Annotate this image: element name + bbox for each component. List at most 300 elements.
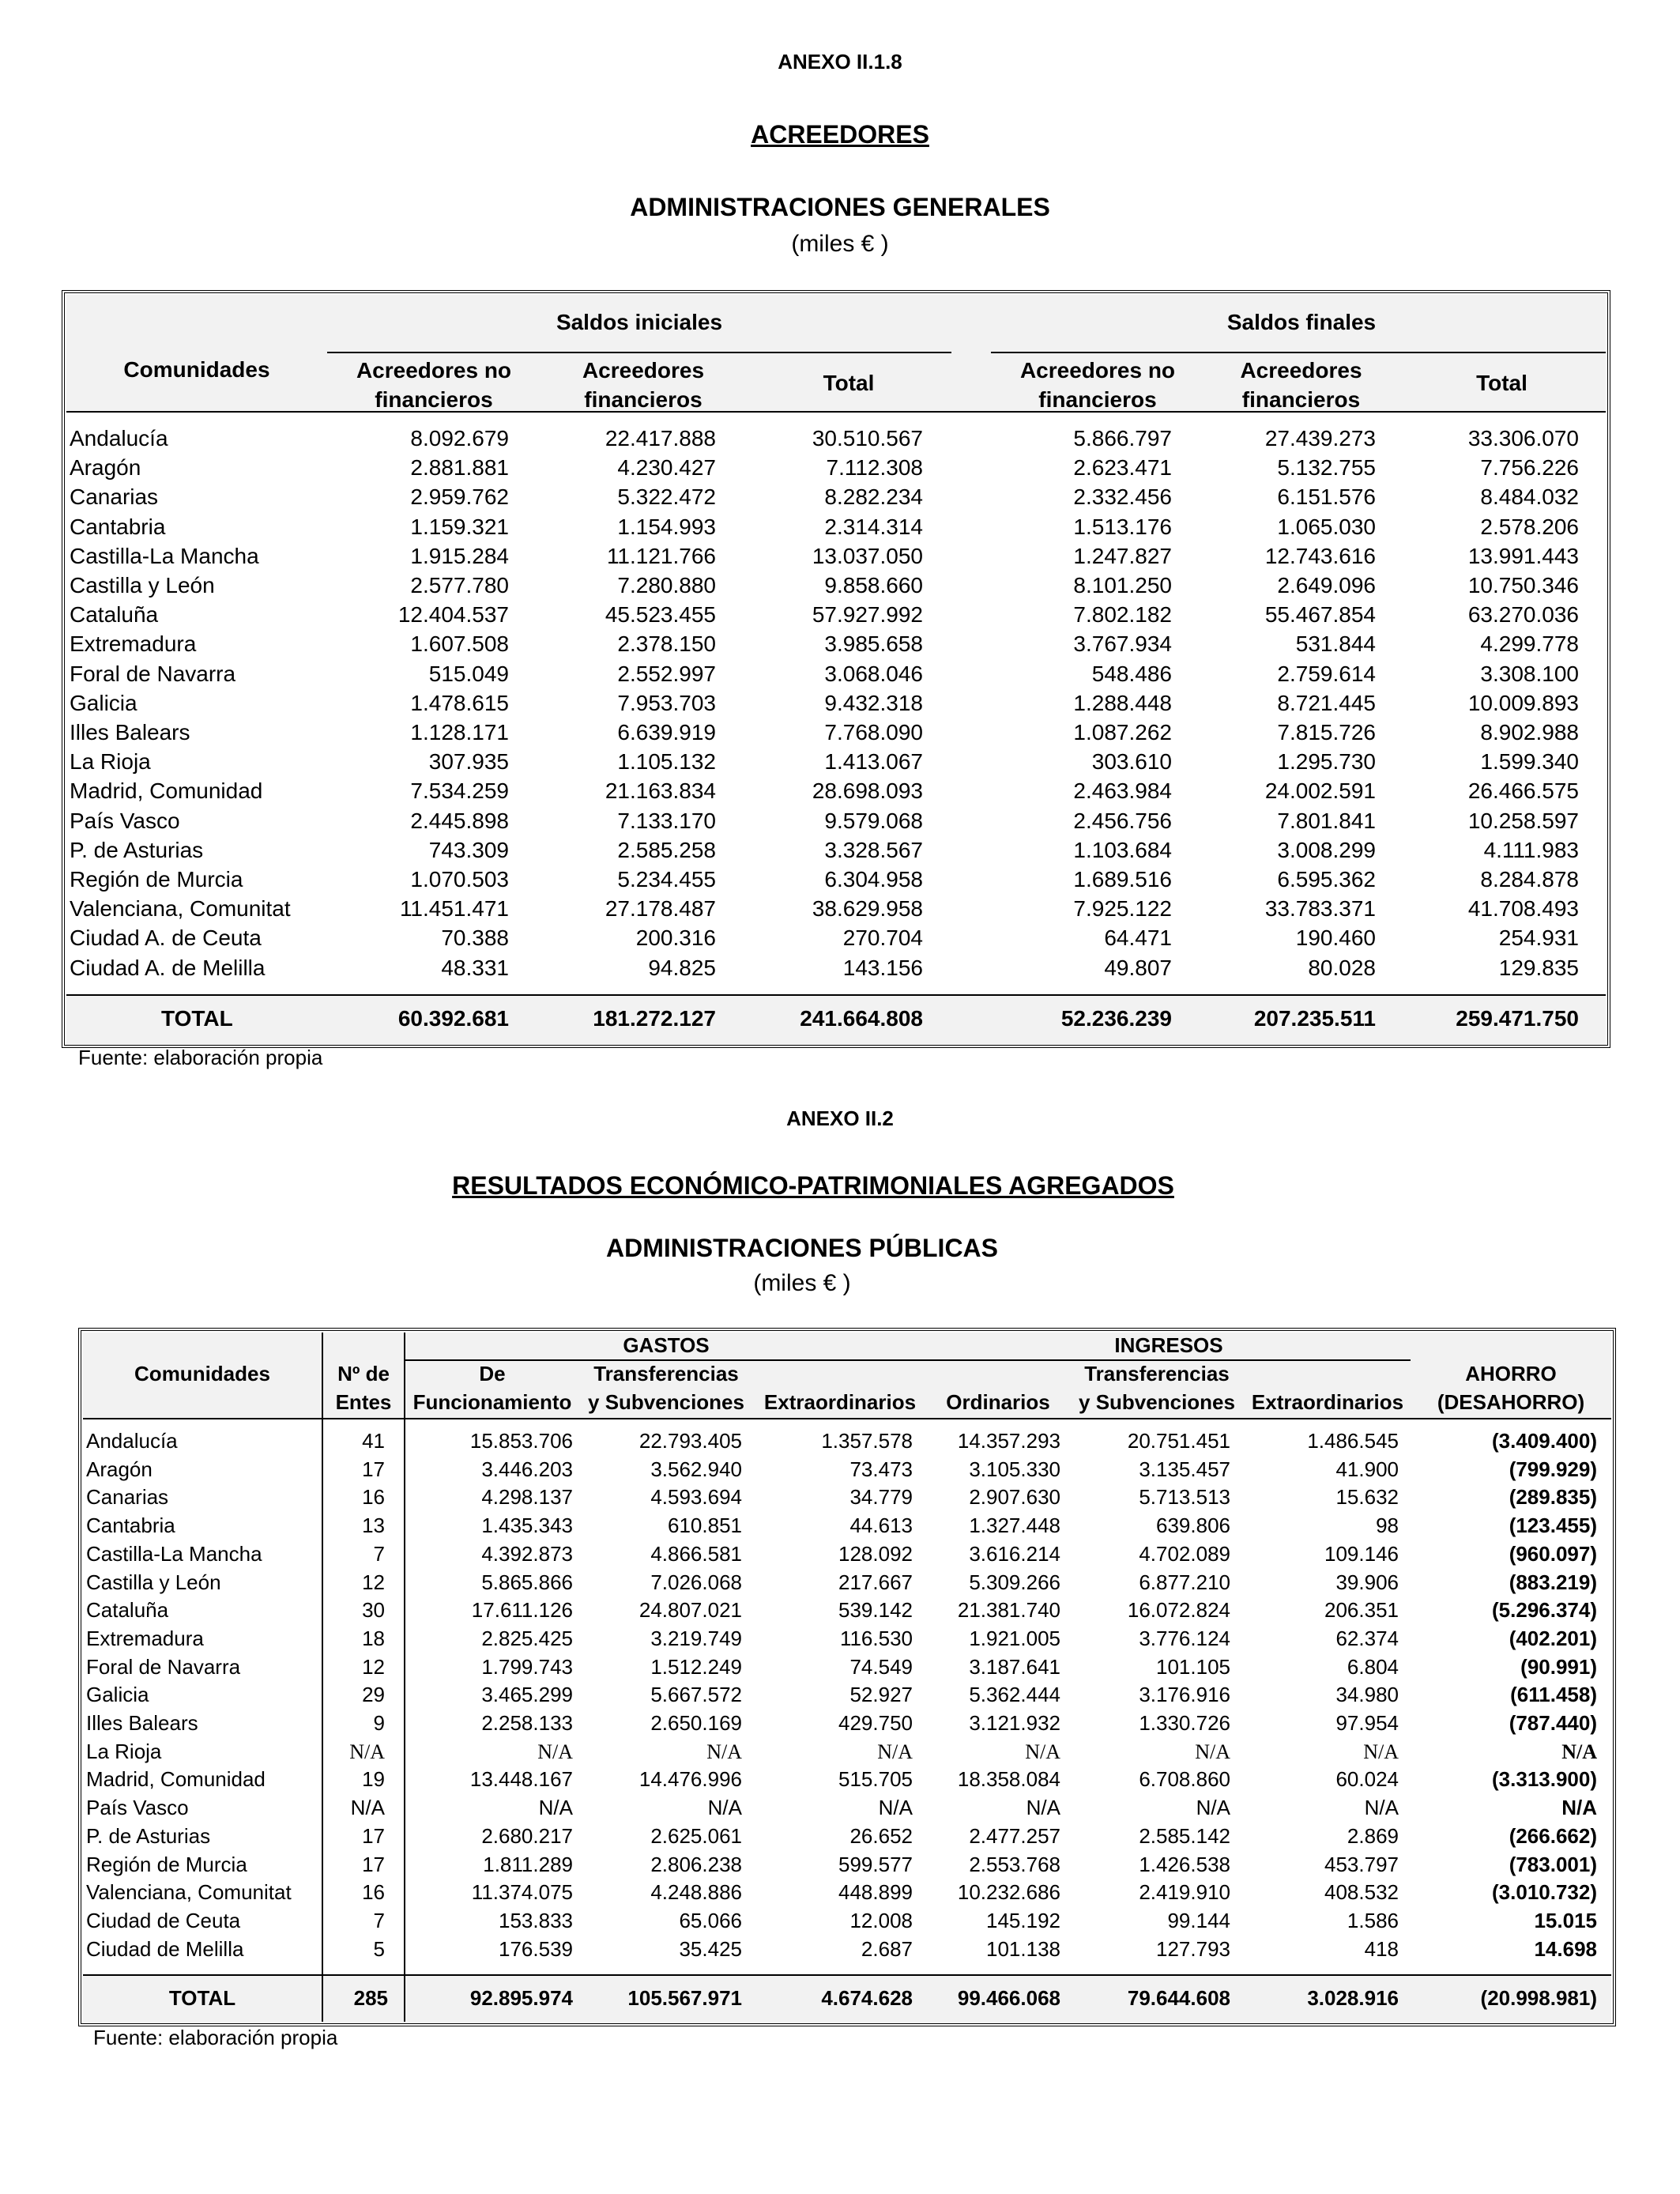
table-row <box>66 835 1579 865</box>
value-cell: 1.599.340 <box>1480 749 1579 775</box>
value-cell: 3.562.940 <box>650 1457 742 1481</box>
table-row <box>83 1540 1597 1569</box>
header-transferencias-gastos <box>579 1359 753 1416</box>
region-name: P. de Asturias <box>70 837 204 862</box>
header-line: Transferencias <box>1084 1362 1230 1385</box>
value-cell: 6.595.362 <box>1277 867 1376 892</box>
total-cell: 52.236.239 <box>1060 1006 1172 1031</box>
value-cell: 2.477.257 <box>969 1823 1060 1848</box>
header-ahorro <box>1411 1359 1611 1416</box>
value-cell: 2.687 <box>861 1936 913 1961</box>
value-cell: 1.689.516 <box>1073 867 1172 892</box>
header-line: Acreedores no <box>1019 358 1176 383</box>
region-name: Extremadura <box>86 1626 204 1650</box>
value-cell: 2.378.150 <box>617 631 716 657</box>
region-name: Canarias <box>70 484 159 510</box>
header-gastos: GASTOS <box>623 1333 710 1357</box>
value-cell: 3.121.932 <box>969 1711 1060 1736</box>
value-cell: N/A <box>1196 1796 1230 1820</box>
value-cell: 127.793 <box>1156 1936 1230 1961</box>
value-cell: 2.759.614 <box>1277 661 1376 686</box>
region-name: La Rioja <box>86 1739 162 1763</box>
table-row <box>66 600 1579 629</box>
value-cell: 1.330.726 <box>1139 1711 1230 1736</box>
value-cell: 55.467.854 <box>1264 602 1376 628</box>
value-cell: 49.807 <box>1104 955 1172 980</box>
value-cell: 34.980 <box>1335 1683 1399 1707</box>
total-cell: 259.471.750 <box>1456 1006 1579 1031</box>
header-line: financieros <box>1038 387 1157 412</box>
value-cell: 8.484.032 <box>1480 484 1579 510</box>
header-ingresos: INGRESOS <box>1114 1333 1223 1357</box>
value-cell: 8.284.878 <box>1480 867 1579 892</box>
header-line: y Subvenciones <box>1079 1390 1235 1414</box>
value-cell: 1.413.067 <box>824 749 923 775</box>
value-cell: 94.825 <box>648 955 716 980</box>
value-cell: N/A <box>878 1796 913 1820</box>
total-cell: 4.674.628 <box>821 1986 913 2010</box>
value-cell: 74.549 <box>849 1654 913 1679</box>
value-cell: 7.953.703 <box>617 690 716 715</box>
value-cell: 7.534.259 <box>410 778 509 804</box>
value-cell: 20.751.451 <box>1127 1429 1230 1453</box>
value-cell: 7.280.880 <box>617 573 716 598</box>
entes-cell: 7 <box>373 1541 385 1566</box>
value-cell: 206.351 <box>1324 1598 1399 1623</box>
value-cell: 3.105.330 <box>969 1457 1060 1481</box>
total-label: TOTAL <box>168 1986 236 2010</box>
value-cell: 45.523.455 <box>605 602 716 628</box>
value-cell: 11.374.075 <box>471 1880 573 1905</box>
total-cell: 241.664.808 <box>800 1006 923 1031</box>
total-label: TOTAL <box>161 1006 233 1031</box>
header-line: Acreedores <box>582 358 705 383</box>
ahorro-cell: (3.409.400) <box>1492 1429 1597 1453</box>
value-cell: 145.192 <box>986 1908 1060 1932</box>
table-row <box>83 1569 1597 1597</box>
value-cell: 599.577 <box>838 1852 913 1876</box>
table-row <box>66 659 1579 688</box>
value-cell: 5.667.572 <box>650 1683 742 1707</box>
value-cell: 143.156 <box>842 955 923 980</box>
section-subtitle-2: ADMINISTRACIONES PÚBLICAS <box>605 1234 998 1262</box>
table-row <box>83 1483 1597 1512</box>
value-cell: 307.935 <box>428 749 509 775</box>
value-cell: 4.111.983 <box>1483 837 1579 862</box>
value-cell: 3.767.934 <box>1073 631 1172 657</box>
region-name: Castilla-La Mancha <box>70 543 259 568</box>
value-cell: 27.178.487 <box>605 896 716 922</box>
value-cell: 5.234.455 <box>617 867 716 892</box>
table-row <box>66 541 1579 571</box>
table-row <box>83 1625 1597 1653</box>
region-name: Illes Balears <box>70 720 190 745</box>
ahorro-cell: (289.835) <box>1509 1485 1597 1510</box>
value-cell: 610.851 <box>668 1514 742 1538</box>
value-cell: 128.092 <box>838 1541 913 1566</box>
value-cell: 6.804 <box>1347 1654 1399 1679</box>
value-cell: 5.866.797 <box>1073 426 1172 450</box>
region-name: Andalucía <box>86 1429 178 1453</box>
header-rule-iniciales <box>327 352 951 353</box>
header-saldos-finales: Saldos finales <box>1226 310 1377 334</box>
header-line: Acreedores no <box>356 358 512 383</box>
value-cell: N/A <box>707 1796 742 1820</box>
table-row <box>83 1907 1597 1936</box>
value-cell: 429.750 <box>838 1711 913 1736</box>
value-cell: 65.066 <box>679 1908 742 1932</box>
region-name: Andalucía <box>70 426 168 450</box>
value-cell: 57.927.992 <box>812 602 923 628</box>
region-name: Illes Balears <box>86 1711 198 1736</box>
header-extraordinarios-ingresos: Extraordinarios <box>1251 1390 1404 1414</box>
value-cell: 2.825.425 <box>481 1626 573 1650</box>
value-cell: 11.451.471 <box>399 896 509 922</box>
value-cell: 1.070.503 <box>410 867 509 892</box>
total-cell: 99.466.068 <box>957 1986 1060 2010</box>
table-row <box>66 629 1579 658</box>
entes-cell: 17 <box>362 1823 385 1848</box>
table-row <box>83 1936 1597 1964</box>
value-cell: 1.921.005 <box>969 1626 1060 1650</box>
table-row <box>83 1596 1597 1625</box>
results-table-body <box>83 1427 1597 1963</box>
header-line: Entes <box>335 1390 392 1414</box>
ahorro-cell: (3.010.732) <box>1492 1880 1597 1905</box>
table-row <box>83 1456 1597 1484</box>
ahorro-cell: (5.296.374) <box>1492 1598 1597 1623</box>
header-entes <box>323 1359 404 1416</box>
region-name: Madrid, Comunidad <box>86 1767 266 1792</box>
value-cell: 12.404.537 <box>397 602 509 628</box>
value-cell: 2.585.258 <box>617 837 716 862</box>
table-row <box>83 1766 1597 1794</box>
value-cell: 5.322.472 <box>617 484 716 510</box>
value-cell: 24.807.021 <box>638 1598 742 1623</box>
value-cell: 3.985.658 <box>824 631 923 657</box>
value-cell: 7.802.182 <box>1073 602 1172 628</box>
value-cell: N/A <box>877 1740 913 1763</box>
value-cell: 176.539 <box>499 1936 573 1961</box>
entes-cell: 9 <box>373 1711 385 1736</box>
value-cell: 639.806 <box>1156 1514 1230 1538</box>
source-note-2: Fuente: elaboración propia <box>93 2026 338 2049</box>
entes-cell: 30 <box>362 1598 385 1623</box>
ahorro-cell: (266.662) <box>1509 1823 1597 1848</box>
value-cell: 4.230.427 <box>617 455 716 481</box>
value-cell: 8.282.234 <box>824 484 923 510</box>
value-cell: 18.358.084 <box>957 1767 1060 1792</box>
value-cell: 8.101.250 <box>1073 573 1172 598</box>
value-cell: 1.357.578 <box>821 1429 913 1453</box>
total-cell: 207.235.511 <box>1253 1006 1376 1031</box>
value-cell: 4.248.886 <box>650 1880 742 1905</box>
region-name: País Vasco <box>86 1796 189 1820</box>
ahorro-cell: (883.219) <box>1509 1570 1597 1594</box>
value-cell: 33.783.371 <box>1264 896 1376 922</box>
region-name: Valenciana, Comunitat <box>86 1880 292 1905</box>
table-row <box>66 512 1579 541</box>
header-line: Funcionamiento <box>412 1390 572 1414</box>
header-fin-no-financieros <box>991 356 1204 414</box>
value-cell: 13.037.050 <box>812 543 923 568</box>
value-cell: 2.419.910 <box>1139 1880 1230 1905</box>
entes-cell: N/A <box>350 1796 385 1820</box>
value-cell: 2.445.898 <box>410 808 509 833</box>
value-cell: 21.163.834 <box>605 778 716 804</box>
value-cell: 64.471 <box>1104 925 1172 951</box>
header-line: financieros <box>584 387 703 412</box>
value-cell: 8.092.679 <box>410 426 509 450</box>
value-cell: 1.811.289 <box>483 1852 573 1876</box>
value-cell: 3.187.641 <box>969 1654 1060 1679</box>
table-row <box>83 1427 1597 1456</box>
value-cell: 14.357.293 <box>957 1429 1060 1453</box>
value-cell: 190.460 <box>1295 925 1376 951</box>
value-cell: 1.799.743 <box>481 1654 573 1679</box>
value-cell: 26.466.575 <box>1467 778 1579 804</box>
value-cell: 2.577.780 <box>410 573 509 598</box>
value-cell: 28.698.093 <box>812 778 923 804</box>
value-cell: 129.835 <box>1498 955 1579 980</box>
value-cell: 80.028 <box>1308 955 1376 980</box>
value-cell: 33.306.070 <box>1467 426 1579 450</box>
value-cell: 3.068.046 <box>824 661 923 686</box>
unit-label-2: (miles € ) <box>753 1270 851 1296</box>
source-note-1: Fuente: elaboración propia <box>78 1046 323 1069</box>
entes-cell: 18 <box>362 1626 385 1650</box>
value-cell: 1.159.321 <box>410 514 509 539</box>
ahorro-cell: (3.313.900) <box>1492 1767 1597 1792</box>
header-transferencias-ingresos <box>1069 1359 1245 1416</box>
value-cell: 1.478.615 <box>410 690 509 715</box>
value-cell: 60.024 <box>1335 1767 1399 1792</box>
value-cell: 5.713.513 <box>1139 1485 1230 1510</box>
header-ini-financieros <box>541 356 746 414</box>
value-cell: 6.304.958 <box>824 867 923 892</box>
value-cell: 26.652 <box>849 1823 913 1848</box>
header-extraordinarios-gastos: Extraordinarios <box>763 1390 917 1414</box>
value-cell: 44.613 <box>849 1514 913 1538</box>
table-row <box>66 776 1579 805</box>
value-cell: 1.154.993 <box>617 514 716 539</box>
ahorro-cell: 14.698 <box>1534 1936 1597 1961</box>
value-cell: 2.463.984 <box>1073 778 1172 804</box>
value-cell: 7.756.226 <box>1480 455 1579 481</box>
region-name: Foral de Navarra <box>86 1654 241 1679</box>
table-row <box>83 1794 1597 1823</box>
ahorro-cell: N/A <box>1561 1740 1597 1763</box>
value-cell: 41.900 <box>1335 1457 1399 1481</box>
value-cell: 4.593.694 <box>650 1485 742 1510</box>
value-cell: 6.877.210 <box>1139 1570 1230 1594</box>
value-cell: 5.309.266 <box>969 1570 1060 1594</box>
value-cell: 1.512.249 <box>650 1654 742 1679</box>
value-cell: 1.586 <box>1347 1908 1399 1932</box>
value-cell: 98 <box>1376 1514 1399 1538</box>
header-fin-financieros <box>1204 356 1398 414</box>
total-cell: 92.895.974 <box>469 1986 573 2010</box>
value-cell: N/A <box>1364 1796 1399 1820</box>
header-fin-total: Total <box>1476 371 1527 395</box>
value-cell: 73.473 <box>849 1457 913 1481</box>
header-line: Acreedores <box>1240 358 1362 383</box>
value-cell: 2.314.314 <box>824 514 923 539</box>
header-line: financieros <box>1241 387 1361 412</box>
value-cell: 22.793.405 <box>638 1429 742 1453</box>
value-cell: 7.133.170 <box>617 808 716 833</box>
value-cell: 2.881.881 <box>410 455 509 481</box>
region-name: Ciudad A. de Ceuta <box>70 925 262 951</box>
value-cell: 2.578.206 <box>1480 514 1579 539</box>
value-cell: 153.833 <box>499 1908 573 1932</box>
total-cell: (20.998.981) <box>1480 1986 1597 2010</box>
value-cell: 63.270.036 <box>1467 602 1579 628</box>
value-cell: 4.299.778 <box>1480 631 1579 657</box>
value-cell: N/A <box>1026 1796 1060 1820</box>
value-cell: 101.138 <box>986 1936 1060 1961</box>
value-cell: 22.417.888 <box>605 426 716 450</box>
region-name: Cataluña <box>86 1598 169 1623</box>
value-cell: 2.585.142 <box>1139 1823 1230 1848</box>
value-cell: 5.132.755 <box>1277 455 1376 481</box>
header-rule-finales <box>991 352 1606 353</box>
value-cell: 1.435.343 <box>481 1514 573 1538</box>
value-cell: 10.232.686 <box>957 1880 1060 1905</box>
value-cell: 2.258.133 <box>481 1711 573 1736</box>
region-name: Ciudad A. de Melilla <box>70 955 266 980</box>
table-row <box>66 953 1579 982</box>
value-cell: 1.103.684 <box>1073 837 1172 862</box>
results-rows <box>83 1427 1597 1963</box>
value-cell: 743.309 <box>428 837 509 862</box>
value-cell: 12.743.616 <box>1264 543 1376 568</box>
header-line: De <box>479 1362 506 1385</box>
value-cell: 17.611.126 <box>471 1598 573 1623</box>
entes-cell: 16 <box>362 1880 385 1905</box>
value-cell: N/A <box>537 1740 573 1763</box>
table-row <box>66 718 1579 747</box>
annex-label-2: ANEXO II.2 <box>786 1106 894 1130</box>
value-cell: 7.801.841 <box>1277 808 1376 833</box>
value-cell: 5.865.866 <box>481 1570 573 1594</box>
value-cell: 3.008.299 <box>1277 837 1376 862</box>
value-cell: 12.008 <box>849 1908 913 1932</box>
section-subtitle-1: ADMINISTRACIONES GENERALES <box>630 193 1050 221</box>
value-cell: 27.439.273 <box>1264 426 1376 450</box>
value-cell: 1.486.545 <box>1307 1429 1399 1453</box>
value-cell: 109.146 <box>1324 1541 1399 1566</box>
value-cell: 34.779 <box>849 1485 913 1510</box>
value-cell: 3.308.100 <box>1480 661 1579 686</box>
header-line: financieros <box>375 387 493 412</box>
region-name: País Vasco <box>70 808 180 833</box>
region-name: Galicia <box>86 1683 149 1707</box>
value-cell: 13.448.167 <box>469 1767 573 1792</box>
region-name: Cataluña <box>70 602 159 628</box>
ahorro-cell: (787.440) <box>1509 1711 1597 1736</box>
value-cell: 1.327.448 <box>969 1514 1060 1538</box>
creditors-table-body <box>66 424 1579 982</box>
table-row <box>66 747 1579 776</box>
value-cell: 2.649.096 <box>1277 573 1376 598</box>
region-name: Castilla-La Mancha <box>86 1541 262 1566</box>
value-cell: 1.087.262 <box>1073 720 1172 745</box>
value-cell: 9.579.068 <box>824 808 923 833</box>
table-row <box>66 482 1579 511</box>
ahorro-cell: 15.015 <box>1534 1908 1597 1932</box>
value-cell: 7.768.090 <box>824 720 923 745</box>
value-cell: 1.915.284 <box>410 543 509 568</box>
entes-cell: 13 <box>362 1514 385 1538</box>
region-name: Madrid, Comunidad <box>70 778 263 804</box>
region-name: Cantabria <box>86 1514 175 1538</box>
ahorro-cell: (90.991) <box>1520 1654 1597 1679</box>
value-cell: 8.721.445 <box>1277 690 1376 715</box>
value-cell: 4.392.873 <box>481 1541 573 1566</box>
table-row <box>83 1512 1597 1540</box>
value-cell: N/A <box>706 1740 742 1763</box>
creditors-total-row <box>66 994 1579 1043</box>
value-cell: 10.009.893 <box>1467 690 1579 715</box>
total-cell: 60.392.681 <box>397 1006 509 1031</box>
region-name: Aragón <box>70 455 141 481</box>
value-cell: 2.959.762 <box>410 484 509 510</box>
table-row <box>83 1823 1597 1851</box>
table-row <box>66 571 1579 600</box>
value-cell: 116.530 <box>839 1626 913 1650</box>
value-cell: 3.776.124 <box>1139 1626 1230 1650</box>
section-title-1: ACREEDORES <box>751 120 929 149</box>
table-row <box>83 1681 1597 1710</box>
value-cell: 217.667 <box>838 1570 913 1594</box>
ahorro-cell: (960.097) <box>1509 1541 1597 1566</box>
value-cell: N/A <box>1363 1740 1399 1763</box>
value-cell: 1.065.030 <box>1277 514 1376 539</box>
value-cell: 101.105 <box>1156 1654 1230 1679</box>
header-line: AHORRO <box>1465 1362 1557 1385</box>
region-name: Castilla y León <box>70 573 215 598</box>
total-cell: 181.272.127 <box>593 1006 716 1031</box>
value-cell: 6.151.576 <box>1277 484 1376 510</box>
value-cell: 1.607.508 <box>410 631 509 657</box>
table-row <box>66 453 1579 482</box>
value-cell: 2.625.061 <box>650 1823 742 1848</box>
ahorro-cell: (799.929) <box>1509 1457 1597 1481</box>
value-cell: 13.991.443 <box>1467 543 1579 568</box>
value-cell: 4.866.581 <box>650 1541 742 1566</box>
region-name: Región de Murcia <box>70 867 243 892</box>
table-row <box>66 806 1579 835</box>
value-cell: 200.316 <box>635 925 716 951</box>
value-cell: 48.331 <box>441 955 509 980</box>
value-cell: 14.476.996 <box>638 1767 742 1792</box>
value-cell: 3.328.567 <box>824 837 923 862</box>
region-name: Valenciana, Comunitat <box>70 896 291 922</box>
entes-cell: 7 <box>373 1908 385 1932</box>
value-cell: 2.650.169 <box>650 1711 742 1736</box>
value-cell: 6.708.860 <box>1139 1767 1230 1792</box>
value-cell: 16.072.824 <box>1127 1598 1230 1623</box>
region-name: Región de Murcia <box>86 1852 247 1876</box>
section-title-2: RESULTADOS ECONÓMICO-PATRIMONIALES AGREGADOS <box>452 1171 1174 1200</box>
region-name: Aragón <box>86 1457 153 1481</box>
region-name: Ciudad de Melilla <box>86 1936 244 1961</box>
value-cell: 1.128.171 <box>410 720 509 745</box>
total-cell: 3.028.916 <box>1307 1986 1399 2010</box>
value-cell: 515.049 <box>428 661 509 686</box>
region-name: Extremadura <box>70 631 197 657</box>
